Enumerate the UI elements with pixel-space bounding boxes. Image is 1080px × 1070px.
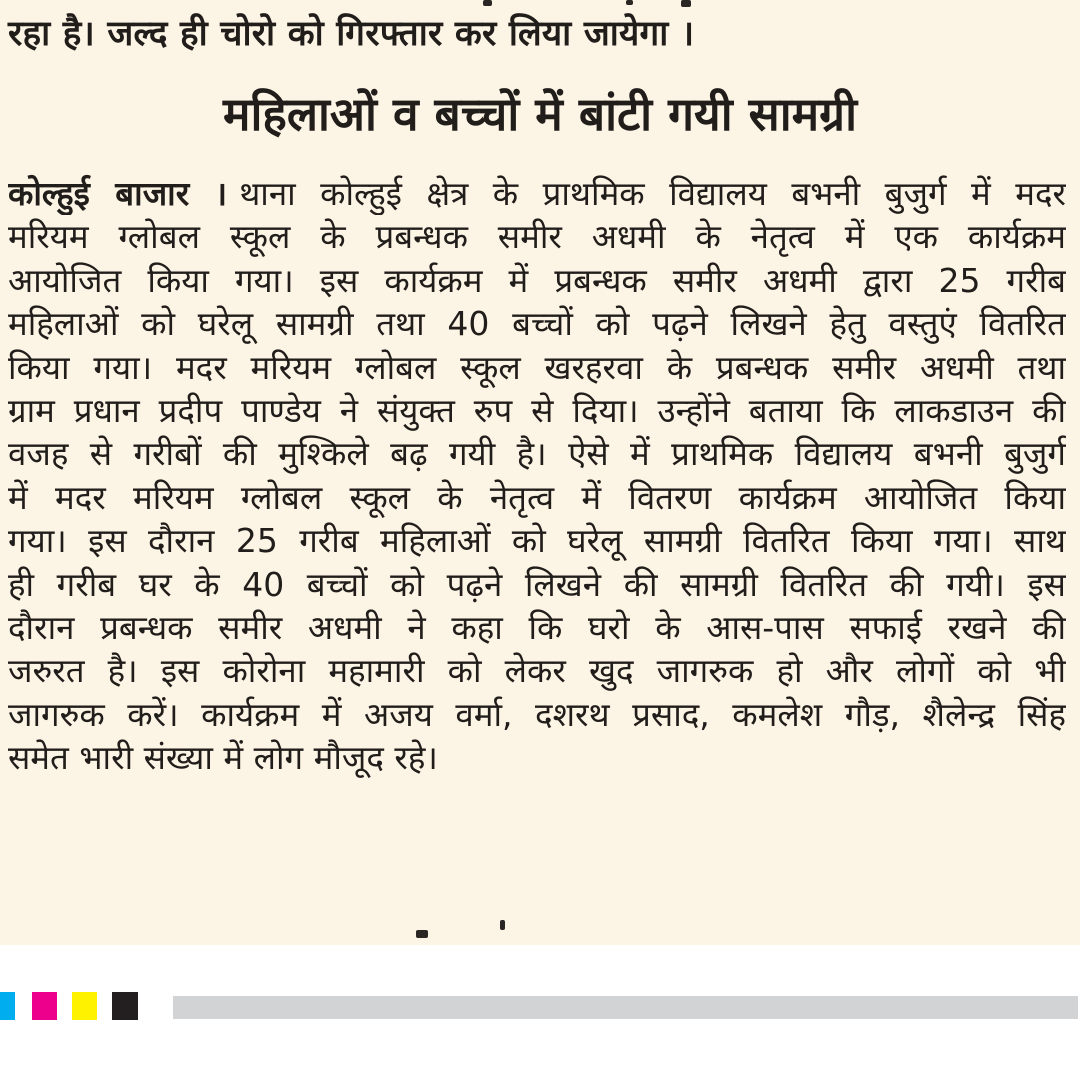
print-footer (0, 945, 1080, 1070)
body-line: ही गरीब घर के 40 बच्चों को पढ़ने लिखने की सामग्री वितरित की गयी। इस (8, 564, 1066, 604)
body-line: गया। इस दौरान 25 गरीब महिलाओं को घरेलू सामग्री वितरित किया गया। साथ (8, 521, 1066, 561)
article-headline: महिलाओं व बच्चों में बांटी गयी सामग्री (222, 87, 857, 141)
body-line: जागरुक करें। कार्यक्रम में अजय वर्मा, दशरथ प्रसाद, कमलेश गौड़, शैलेन्द्र सिंह (8, 694, 1066, 734)
cropped-glyph-fragment (416, 930, 428, 938)
previous-article-last-line: रहा है। जल्द ही चोरो को गिरफ्तार कर लिया जायेगा । (8, 14, 695, 54)
body-line (8, 172, 1066, 215)
print-gray-bar (173, 996, 1078, 1019)
body-line: में मदर मरियम ग्लोबल स्कूल के नेतृत्व में वितरण कार्यक्रम आयोजित किया (8, 477, 1066, 517)
dateline: कोल्हुई बाजार । (8, 174, 228, 213)
body-line: जरुरत है। इस कोरोना महामारी को लेकर खुद जागरुक हो और लोगों को भी (8, 651, 1066, 691)
body-line: वजह से गरीबों की मुश्किले बढ़ गयी है। ऐसे में प्राथमिक विद्यालय बभनी बुजुर्ग (8, 434, 1066, 474)
cropped-glyph-fragment (626, 0, 633, 5)
body-line: समेत भारी संख्या में लोग मौजूद रहे। (8, 738, 438, 778)
registration-swatch-cyan (0, 992, 15, 1020)
body-line: महिलाओं को घरेलू सामग्री तथा 40 बच्चों को पढ़ने लिखने हेतु वस्तुएं वितरित (8, 304, 1066, 344)
cropped-glyph-fragment (500, 920, 505, 930)
body-line: आयोजित किया गया। इस कार्यक्रम में प्रबन्धक समीर अधमी द्वारा 25 गरीब (8, 260, 1066, 300)
registration-swatch-yellow (72, 992, 97, 1020)
body-line: ग्राम प्रधान प्रदीप पाण्डेय ने संयुक्त रुप से दिया। उन्होंने बताया कि लाकडाउन की (8, 390, 1066, 430)
body-line: दौरान प्रबन्धक समीर अधमी ने कहा कि घरो के आस-पास सफाई रखने की (8, 607, 1066, 647)
cropped-glyph-fragment (681, 0, 691, 7)
body-line-text: थाना कोल्हुई क्षेत्र के प्राथमिक विद्यालय बभनी बुजुर्ग में मदर (239, 174, 1066, 213)
registration-swatch-black (112, 992, 138, 1020)
article-body (8, 172, 1066, 779)
body-line: मरियम ग्लोबल स्कूल के प्रबन्धक समीर अधमी के नेतृत्व में एक कार्यक्रम (8, 217, 1066, 257)
body-line: किया गया। मदर मरियम ग्लोबल स्कूल खरहरवा के प्रबन्धक समीर अधमी तथा (8, 347, 1066, 387)
cropped-glyph-fragment (483, 0, 492, 6)
registration-swatch-magenta (32, 992, 57, 1020)
